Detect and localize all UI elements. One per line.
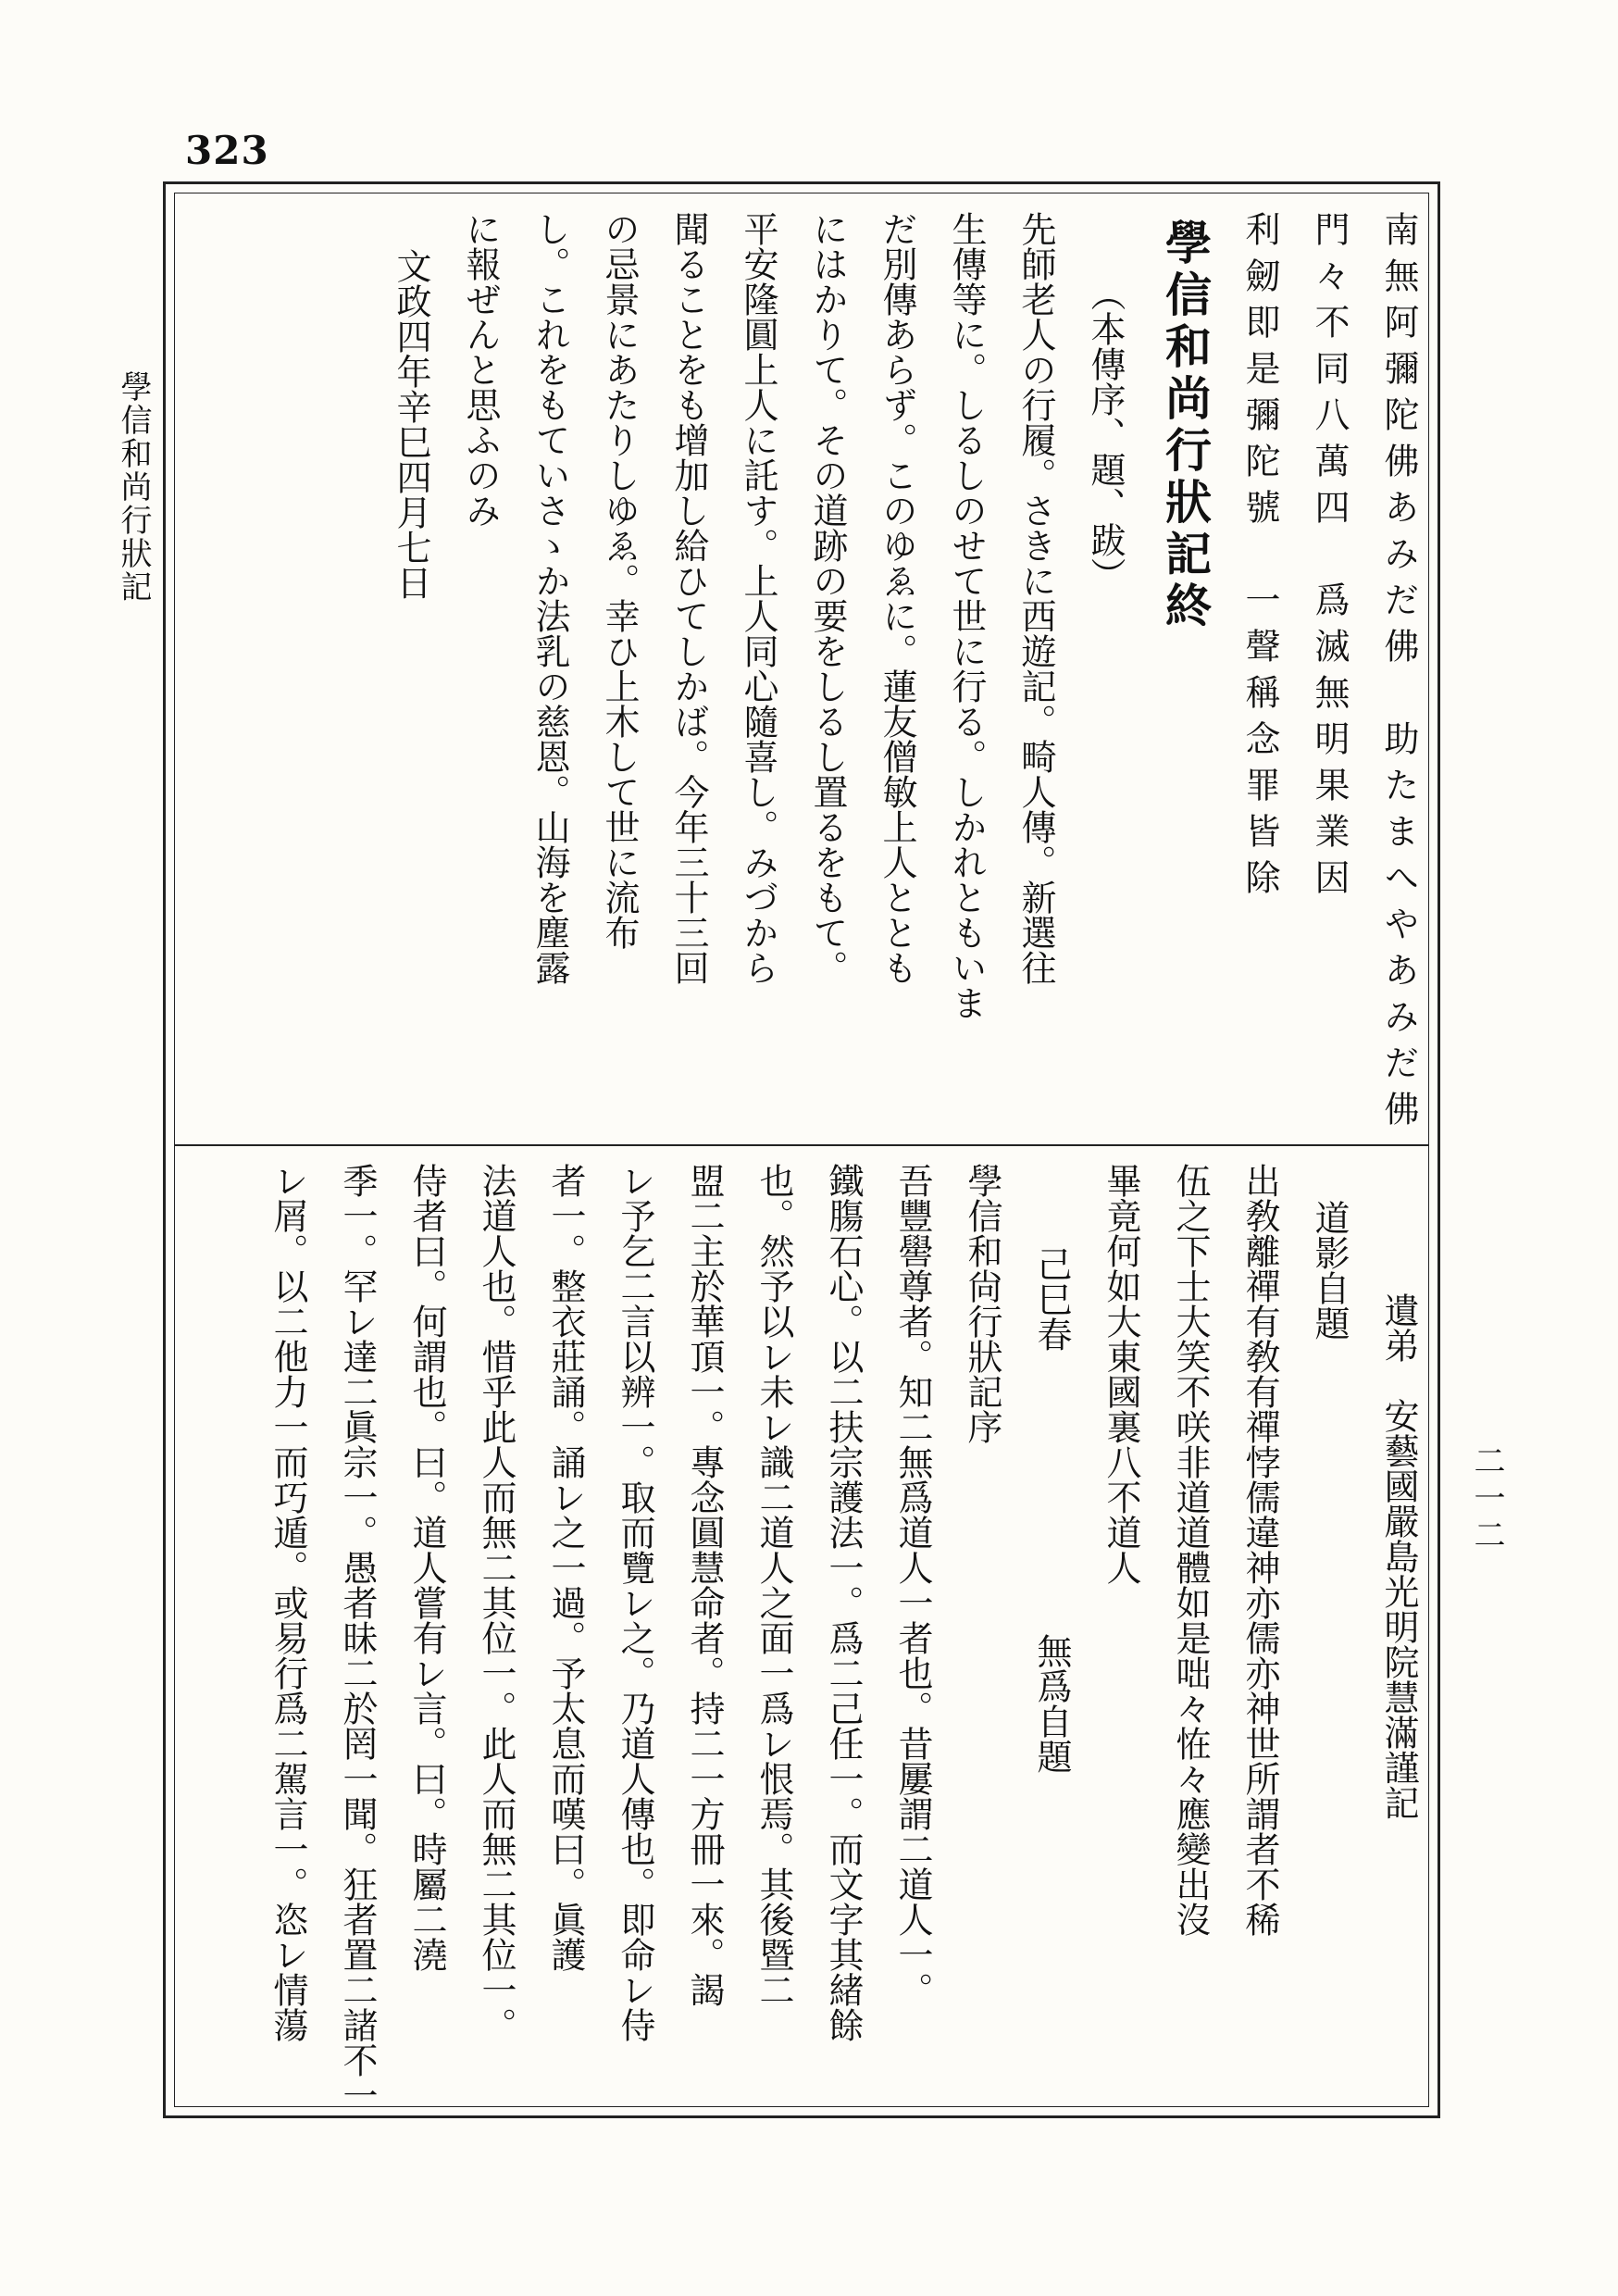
text-line: 生傳等に。しるしのせて世に行る。しかれともいま — [946, 211, 987, 1020]
text-line: の忌景にあたりしゆゑ。幸ひ上木して世に流布 — [599, 211, 640, 950]
upper-panel — [185, 211, 1419, 1137]
text-line: 季一。罕レ達二眞宗一。愚者昧二於罔一聞。狂者置二諸不一 — [337, 1163, 378, 2113]
text-line: にはかりて。その道跡の要をしるし置るをもて。 — [807, 211, 848, 985]
verse-line: 南無阿彌陀佛あみだ佛 助たまへやあみだ佛 — [1378, 211, 1419, 1137]
text-line: 盟二主於華頂一。專念圓慧命者。持二一方冊一來。謁 — [684, 1163, 725, 2007]
text-line: レ予乞二言以辨一。取而覽レ之。乃道人傳也。即命レ侍 — [615, 1163, 655, 2042]
section-heading: 學信和尙行狀記序 — [962, 1163, 1002, 1444]
running-header: 學信和尚行狀記 — [115, 370, 152, 604]
date-line: 文政四年辛巳四月七日 — [391, 248, 431, 600]
text-line: 者一。整衣莊誦。誦レ之一過。予太息而嘆曰。眞護 — [545, 1163, 586, 1972]
text-line: 平安隆圓上人に託す。上人同心隨喜し。みづから — [738, 211, 778, 985]
folio: 二一二 — [1468, 1444, 1505, 1555]
verse-line: 門々不同八萬四 爲滅無明果業因 — [1309, 211, 1350, 905]
page-number: 323 — [185, 128, 269, 173]
text-line: 鐵膓石心。以二扶宗護法一。爲二己任一。而文字其緒餘 — [823, 1163, 864, 2042]
text-line: し。これをもていさゝか法乳の慈恩。山海を塵露 — [529, 211, 570, 985]
text-line: だ別傳あらず。このゆゑに。蓮友僧敏上人ととも — [877, 211, 917, 985]
author-line: 遺弟 安藝國嚴島光明院慧滿謹記 — [1378, 1292, 1419, 1820]
section-title: 學信和尚行狀記終 — [1158, 218, 1213, 633]
text-line: 侍者曰。何謂也。曰。道人嘗有レ言。曰。時屬二澆 — [406, 1163, 447, 1972]
verse-line: 利劒即是彌陀號 一聲稱念罪皆除 — [1239, 211, 1280, 905]
text-line: 法道人也。惜乎此人而無二其位一。此人而無二其位一。 — [476, 1163, 517, 2042]
text-line: 出敎離禪有敎有禪悖儒違神亦儒亦神世所謂者不稀 — [1239, 1163, 1280, 1937]
text-line: 伍之下士大笑不咲非道道體如是咄々恠々應變出沒 — [1170, 1163, 1211, 1937]
text-line: 聞ることをも增加し給ひてしかば。今年三十三回 — [668, 211, 709, 985]
section-subtitle: （本傳序、題、跋） — [1085, 276, 1126, 593]
text-line: に報ぜんと思ふのみ — [460, 211, 501, 528]
text-line: 也。然予以レ未レ識二道人之面一爲レ恨焉。其後暨二 — [753, 1163, 794, 2007]
signature-line: 己巳春 無爲自題 — [1031, 1246, 1072, 1774]
panel-divider — [174, 1144, 1429, 1146]
text-line: 畢竟何如大東國裏八不道人 — [1101, 1163, 1141, 1585]
lower-panel — [185, 1163, 1419, 2113]
text-line: 吾豐嚳尊者。知二無爲道人一者也。昔屢謂二道人一。 — [892, 1163, 933, 2007]
section-heading: 道影自題 — [1309, 1200, 1350, 1341]
text-line: レ屑。以二他力一而巧遁。或易行爲二駕言一。恣レ情蕩 — [268, 1163, 308, 2042]
text-line: 先師老人の行履。さきに西遊記。畸人傳。新選往 — [1015, 211, 1056, 985]
